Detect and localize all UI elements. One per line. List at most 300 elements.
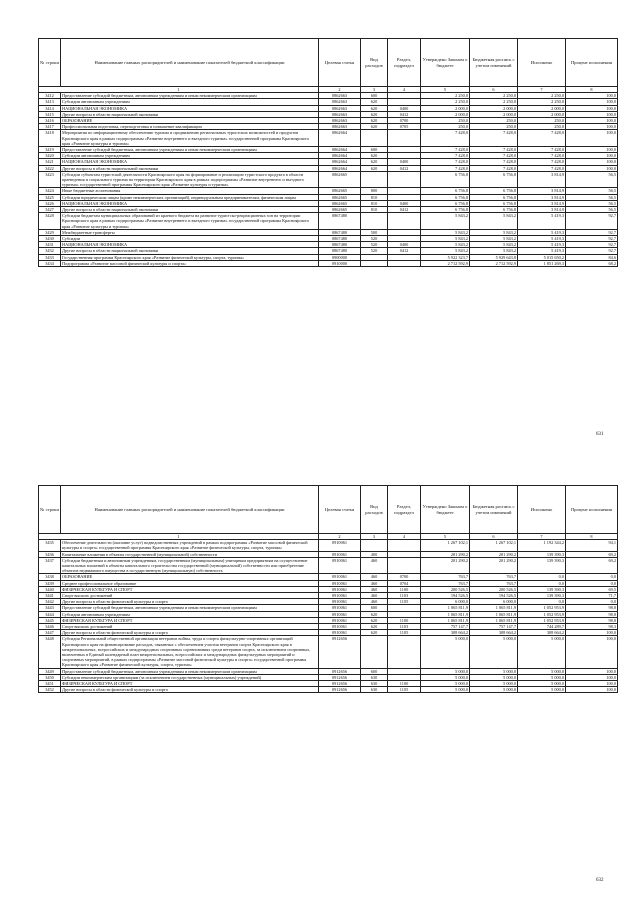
row-approved: 6 756,8 <box>421 200 470 206</box>
row-budget-list: 5 929 643,8 <box>470 254 518 260</box>
row-percent: 68,2 <box>566 260 618 266</box>
row-executed: 308 664,2 <box>518 630 566 636</box>
row-target-article: 0912656 <box>319 636 361 668</box>
row-section <box>388 130 421 147</box>
row-executed: 139 390,3 <box>518 557 566 574</box>
row-expense-kind: 520 <box>361 236 388 242</box>
row-number: 3427 <box>39 207 61 213</box>
table-body <box>39 93 618 267</box>
row-budget-list: 6 756,8 <box>470 207 518 213</box>
row-expense-kind: 630 <box>361 687 388 693</box>
row-percent: 0,0 <box>566 599 618 605</box>
row-section <box>388 636 421 668</box>
row-section: 0412 <box>388 248 421 254</box>
row-budget-list: 1 065 811,9 <box>470 611 518 617</box>
row-number: 3420 <box>39 153 61 159</box>
row-executed: 5 015 650,2 <box>518 254 566 260</box>
row-percent: 92,7 <box>566 248 618 254</box>
row-budget-list: 6 756,8 <box>470 194 518 200</box>
row-budget-list: 5 000,0 <box>470 681 518 687</box>
header-expense-kind: Вид расходов <box>361 486 388 534</box>
row-approved: 5 000,0 <box>421 681 470 687</box>
row-number: 3438 <box>39 574 61 580</box>
row-budget-list: 6 756,8 <box>470 200 518 206</box>
row-expense-kind: 620 <box>361 611 388 617</box>
row-target-article: 0912656 <box>319 687 361 693</box>
row-budget-list: 5 000,0 <box>470 668 518 674</box>
row-target-article: 0910061 <box>319 586 361 592</box>
row-expense-kind: 460 <box>361 599 388 605</box>
row-budget-list: 7 428,0 <box>470 165 518 171</box>
row-number: 3433 <box>39 254 61 260</box>
row-executed: 5 419,3 <box>518 229 566 235</box>
row-name: Предоставление субсидий бюджетным, автономным учреждениям и иным некоммерческим организациям <box>61 668 319 674</box>
row-expense-kind: 810 <box>361 207 388 213</box>
row-expense-kind: 460 <box>361 580 388 586</box>
row-section: 0705 <box>388 124 421 130</box>
row-expense-kind <box>361 213 388 230</box>
row-executed: 2 250,0 <box>518 99 566 105</box>
row-approved: 2 000,0 <box>421 111 470 117</box>
row-percent: 69,5 <box>566 586 618 592</box>
row-percent: 56,5 <box>566 200 618 206</box>
row-expense-kind <box>361 540 388 551</box>
row-approved: 7 428,0 <box>421 130 470 147</box>
row-percent: 100,0 <box>566 111 618 117</box>
row-name: Другие вопросы в области физической культуры и спорта <box>61 630 319 636</box>
row-name: Обеспечение деятельности (оказание услуг) подведомственных учреждений в рамках подпрограммы «Развитие массовой физической культуры и спорта» государственной программы Красноярского края «Развитие физической культуры, спорта, туризма» <box>61 540 319 551</box>
row-executed: 2 250,0 <box>518 93 566 99</box>
row-budget-list: 757 147,7 <box>470 624 518 630</box>
row-name: Субсидии субъектам туристской деятельности Красноярского края на формирование и реализацию туристского продукта в области краеведения и социального туризма на территории Красноярского края в рамках подпрограммы «Развитие внутреннего и въездного туризма» государственной программы Красноярского края «Развитие культуры и туризма» <box>61 171 319 188</box>
row-percent: 98,3 <box>566 624 618 630</box>
row-executed: 3 814,9 <box>518 207 566 213</box>
row-approved: 1 267 102,1 <box>421 540 470 551</box>
row-percent: 84,6 <box>566 254 618 260</box>
row-percent: 100,0 <box>566 636 618 668</box>
row-percent: 98,8 <box>566 605 618 611</box>
row-target-article: 0910061 <box>319 605 361 611</box>
row-expense-kind: 520 <box>361 242 388 248</box>
row-expense-kind: 620 <box>361 153 388 159</box>
row-name: Субсидии автономным учреждениям <box>61 611 319 617</box>
row-budget-list: 5 000,0 <box>470 636 518 668</box>
table-row <box>39 636 618 668</box>
row-expense-kind <box>361 260 388 266</box>
row-target-article: 0910061 <box>319 611 361 617</box>
row-executed: 3 814,9 <box>518 200 566 206</box>
row-budget-list: 2 250,0 <box>470 93 518 99</box>
row-section <box>388 171 421 188</box>
row-executed: 7 428,0 <box>518 147 566 153</box>
row-name: Предоставление субсидий бюджетным, автономным учреждениям и иным некоммерческим организациям <box>61 147 319 153</box>
row-target-article: 0910061 <box>319 551 361 557</box>
row-percent: 56,5 <box>566 171 618 188</box>
row-target-article: 0867480 <box>319 236 361 242</box>
row-target-article: 0910061 <box>319 580 361 586</box>
row-budget-list: 6 756,8 <box>470 188 518 194</box>
row-target-article: 0910061 <box>319 540 361 551</box>
row-target-article: 0862665 <box>319 200 361 206</box>
row-budget-list: 1 267 102,1 <box>470 540 518 551</box>
row-name: Другие вопросы в области национальной экономики <box>61 207 319 213</box>
row-name: Субсидии некоммерческим организациям (за исключением государственных (муниципальных) учреждений) <box>61 674 319 680</box>
row-name: Субсидии автономным учреждениям <box>61 153 319 159</box>
header-target-article: Целевая статья <box>319 486 361 534</box>
row-name: Профессиональная подготовка, переподготовка и повышение квалификации <box>61 124 319 130</box>
row-percent: 92,7 <box>566 229 618 235</box>
row-section: 1105 <box>388 687 421 693</box>
page-number: 631 <box>596 432 604 437</box>
row-name: НАЦИОНАЛЬНАЯ ЭКОНОМИКА <box>61 159 319 165</box>
row-executed: 3 814,9 <box>518 194 566 200</box>
row-percent: 100,0 <box>566 165 618 171</box>
row-section: 1100 <box>388 586 421 592</box>
row-name: Предоставление субсидий бюджетным, автономным учреждениям и иным некоммерческим организациям <box>61 93 319 99</box>
row-target-article: 0862663 <box>319 99 361 105</box>
row-approved: 201 290,2 <box>421 551 470 557</box>
row-number: 3436 <box>39 551 61 557</box>
row-executed: 250,0 <box>518 118 566 124</box>
row-section <box>388 557 421 574</box>
row-executed: 139 390,3 <box>518 551 566 557</box>
row-section: 0400 <box>388 200 421 206</box>
row-target-article: 0867480 <box>319 242 361 248</box>
row-executed: 7 428,0 <box>518 165 566 171</box>
row-number: 3415 <box>39 111 61 117</box>
row-executed: 744 289,7 <box>518 624 566 630</box>
row-budget-list: 7 428,0 <box>470 159 518 165</box>
row-number: 3430 <box>39 236 61 242</box>
row-budget-list: 5 000,0 <box>470 674 518 680</box>
row-expense-kind: 630 <box>361 681 388 687</box>
row-approved: 5 843,2 <box>421 213 470 230</box>
row-expense-kind: 460 <box>361 593 388 599</box>
row-executed: 3 814,9 <box>518 188 566 194</box>
row-number: 3439 <box>39 580 61 586</box>
row-percent: 100,0 <box>566 93 618 99</box>
row-name: Субсидии бюджетным и автономным учреждениям, государственным (муниципальным) унитарным предприятиям на осуществление капитальных вложений в объекты капитального строительства государственной (муниципальной) собственности или приобретение объектов недвижимого имущества в государственную (муниципальную) собственность <box>61 557 319 574</box>
table-row <box>39 213 618 230</box>
row-percent: 92,7 <box>566 213 618 230</box>
row-number: 3435 <box>39 540 61 551</box>
row-name: Субсидии автономным учреждениям <box>61 99 319 105</box>
row-expense-kind: 620 <box>361 99 388 105</box>
row-target-article: 0862665 <box>319 171 361 188</box>
row-budget-list: 5 000,0 <box>470 687 518 693</box>
row-approved: 5 000,0 <box>421 687 470 693</box>
row-percent: 56,5 <box>566 194 618 200</box>
row-expense-kind: 810 <box>361 200 388 206</box>
row-percent: 100,0 <box>566 147 618 153</box>
row-approved: 7 428,0 <box>421 147 470 153</box>
row-expense-kind: 600 <box>361 147 388 153</box>
row-percent: 94,1 <box>566 540 618 551</box>
row-section: 1103 <box>388 624 421 630</box>
row-name: Государственная программа Красноярского края «Развитие физической культуры, спорта, туризма» <box>61 254 319 260</box>
row-number: 3440 <box>39 586 61 592</box>
row-target-article: 0862663 <box>319 118 361 124</box>
row-approved: 5 843,2 <box>421 229 470 235</box>
row-number: 3432 <box>39 248 61 254</box>
row-number: 3417 <box>39 124 61 130</box>
row-section <box>388 540 421 551</box>
row-name: НАЦИОНАЛЬНАЯ ЭКОНОМИКА <box>61 242 319 248</box>
row-approved: 5 843,2 <box>421 236 470 242</box>
row-budget-list: 7 428,0 <box>470 147 518 153</box>
header-target-article: Целевая статья <box>319 39 361 87</box>
header-executed: Исполнено <box>518 486 566 534</box>
row-number: 3425 <box>39 194 61 200</box>
row-approved: 7 428,0 <box>421 153 470 159</box>
row-section: 0700 <box>388 574 421 580</box>
row-expense-kind: 620 <box>361 624 388 630</box>
row-expense-kind: 460 <box>361 586 388 592</box>
row-approved: 250,0 <box>421 124 470 130</box>
row-target-article: 0862665 <box>319 188 361 194</box>
table-row <box>39 130 618 147</box>
row-executed: 2 000,0 <box>518 105 566 111</box>
row-budget-list: 7 428,0 <box>470 153 518 159</box>
row-approved: 763,7 <box>421 574 470 580</box>
table-row <box>39 260 618 266</box>
row-number: 3423 <box>39 171 61 188</box>
row-name: НАЦИОНАЛЬНАЯ ЭКОНОМИКА <box>61 200 319 206</box>
row-section: 0400 <box>388 159 421 165</box>
header-percent: Процент исполнения <box>566 486 618 534</box>
row-number: 3447 <box>39 630 61 636</box>
row-approved: 763,7 <box>421 580 470 586</box>
table-row <box>39 687 618 693</box>
row-expense-kind: 620 <box>361 105 388 111</box>
row-number: 3412 <box>39 93 61 99</box>
row-expense-kind: 520 <box>361 248 388 254</box>
row-executed: 1 192 344,2 <box>518 540 566 551</box>
row-approved: 200 526,5 <box>421 586 470 592</box>
row-number: 3448 <box>39 636 61 668</box>
row-percent: 100,0 <box>566 124 618 130</box>
row-name: Среднее профессиональное образование <box>61 580 319 586</box>
row-executed: 1 052 953,9 <box>518 617 566 623</box>
row-budget-list: 2 000,0 <box>470 111 518 117</box>
header-approved: Утверждено Законом о бюджете <box>421 486 470 534</box>
row-target-article: 0910061 <box>319 557 361 574</box>
row-budget-list: 5 843,2 <box>470 248 518 254</box>
row-approved: 250,0 <box>421 118 470 124</box>
row-expense-kind: 620 <box>361 165 388 171</box>
row-budget-list: 308 664,2 <box>470 630 518 636</box>
row-percent: 100,0 <box>566 99 618 105</box>
row-percent: 69,2 <box>566 551 618 557</box>
row-budget-list: 763,7 <box>470 580 518 586</box>
row-expense-kind: 620 <box>361 124 388 130</box>
row-executed: 5 000,0 <box>518 681 566 687</box>
row-number: 3421 <box>39 159 61 165</box>
row-budget-list: 5 843,2 <box>470 229 518 235</box>
row-name: Другие вопросы в области национальной экономики <box>61 111 319 117</box>
row-section: 0700 <box>388 118 421 124</box>
row-name: ОБРАЗОВАНИЕ <box>61 118 319 124</box>
row-budget-list: 1 065 811,9 <box>470 617 518 623</box>
row-approved: 2 000,0 <box>421 105 470 111</box>
row-budget-list: 194 526,5 <box>470 593 518 599</box>
row-name: Субсидии юридическим лицам (кроме некоммерческих организаций), индивидуальным предпринимателям, физическим лицам <box>61 194 319 200</box>
row-name: Субсидии <box>61 236 319 242</box>
row-approved: 5 922 323,7 <box>421 254 470 260</box>
row-section: 1103 <box>388 593 421 599</box>
header-row-number: № строки <box>39 486 61 534</box>
row-executed: 0,0 <box>518 599 566 605</box>
row-section: 1100 <box>388 617 421 623</box>
row-budget-list: 250,0 <box>470 118 518 124</box>
row-approved: 6 756,8 <box>421 207 470 213</box>
row-budget-list: 1 065 811,9 <box>470 605 518 611</box>
row-executed: 1 851 269,3 <box>518 260 566 266</box>
row-number: 3413 <box>39 99 61 105</box>
header-approved: Утверждено Законом о бюджете <box>421 39 470 87</box>
row-name: Субсидия Региональной общественной организации ветеранов войны, труда и спорта физкультурно-спортивных организаций Красноярского края на финансирование расходов, связанных с обеспечением участия ветеранов спорта Красноярского края в межрегиональных, всероссийских и международных спортивных соревнованиях среди ветеранов спорта, за исключением спортивных, включенных в Единый календарный план межрегиональных, всероссийских и международных физкультурных мероприятий и спортивных мероприятий, в рамках подпрограммы «Развитие массовой физической культуры и спорта» государственной программы Красноярского края «Развитие физической культуры, спорта, туризма» <box>61 636 319 668</box>
row-expense-kind: 800 <box>361 188 388 194</box>
row-approved: 1 065 811,9 <box>421 605 470 611</box>
row-number: 3416 <box>39 118 61 124</box>
budget-table-page-632 <box>38 485 618 693</box>
row-budget-list: 201 290,2 <box>470 551 518 557</box>
row-executed: 5 419,3 <box>518 236 566 242</box>
row-target-article: 0867480 <box>319 248 361 254</box>
row-number: 3428 <box>39 213 61 230</box>
table-row <box>39 540 618 551</box>
row-approved: 5 843,2 <box>421 248 470 254</box>
row-target-article: 0862663 <box>319 124 361 130</box>
row-name: ФИЗИЧЕСКАЯ КУЛЬТУРА И СПОРТ <box>61 617 319 623</box>
row-approved: 201 290,2 <box>421 557 470 574</box>
row-name: Предоставление субсидий бюджетным, автономным учреждениям и иным некоммерческим организациям <box>61 605 319 611</box>
row-approved: 6 756,8 <box>421 171 470 188</box>
row-name: Субсидии бюджетам муниципальных образований из краевого бюджета на развитие туристско-рекреационных зон на территории Красноярского края в рамках подпрограммы «Развитие внутреннего и въездного туризма» государственной программы Красноярского края «Развитие культуры и туризма» <box>61 213 319 230</box>
row-executed: 5 000,0 <box>518 674 566 680</box>
row-expense-kind: 630 <box>361 674 388 680</box>
row-number: 3424 <box>39 188 61 194</box>
row-target-article: 0862664 <box>319 159 361 165</box>
row-number: 3451 <box>39 681 61 687</box>
row-target-article: 0910000 <box>319 260 361 266</box>
row-percent: 92,7 <box>566 236 618 242</box>
row-number: 3434 <box>39 260 61 266</box>
row-percent: 100,0 <box>566 630 618 636</box>
row-section: 1105 <box>388 630 421 636</box>
row-target-article: 0862664 <box>319 130 361 147</box>
row-approved: 2 712 592,9 <box>421 260 470 266</box>
row-target-article: 0862663 <box>319 111 361 117</box>
row-percent: 56,5 <box>566 188 618 194</box>
row-budget-list: 201 290,2 <box>470 557 518 574</box>
row-executed: 0,0 <box>518 580 566 586</box>
row-executed: 5 000,0 <box>518 687 566 693</box>
row-section: 0400 <box>388 105 421 111</box>
row-section: 0704 <box>388 580 421 586</box>
table-body <box>39 540 618 693</box>
row-target-article: 0910061 <box>319 617 361 623</box>
row-number: 3441 <box>39 593 61 599</box>
row-approved: 6 756,8 <box>421 188 470 194</box>
row-number: 3450 <box>39 674 61 680</box>
row-percent: 100,0 <box>566 668 618 674</box>
row-approved: 6 756,8 <box>421 194 470 200</box>
row-budget-list: 5 843,2 <box>470 236 518 242</box>
row-approved: 1 065 811,9 <box>421 611 470 617</box>
header-percent: Процент исполнения <box>566 39 618 87</box>
row-approved: 5 843,2 <box>421 242 470 248</box>
row-name: Другие вопросы в области физической культуры и спорта <box>61 687 319 693</box>
row-target-article: 0912656 <box>319 681 361 687</box>
row-executed: 139 390,3 <box>518 586 566 592</box>
row-target-article: 0910061 <box>319 593 361 599</box>
row-target-article: 0862664 <box>319 153 361 159</box>
row-expense-kind: 620 <box>361 159 388 165</box>
row-target-article: 0912656 <box>319 674 361 680</box>
row-name: Межбюджетные трансферты <box>61 229 319 235</box>
row-expense-kind <box>361 636 388 668</box>
header-expense-kind: Вид расходов <box>361 39 388 87</box>
row-budget-list: 6 000,0 <box>470 599 518 605</box>
row-approved: 5 000,0 <box>421 674 470 680</box>
row-target-article: 0910061 <box>319 599 361 605</box>
row-executed: 7 428,0 <box>518 153 566 159</box>
row-number: 3443 <box>39 605 61 611</box>
row-budget-list: 763,7 <box>470 574 518 580</box>
row-expense-kind <box>361 130 388 147</box>
row-approved: 308 664,2 <box>421 630 470 636</box>
row-name: Спорт высших достижений <box>61 624 319 630</box>
row-target-article: 0867480 <box>319 229 361 235</box>
row-name: ФИЗИЧЕСКАЯ КУЛЬТУРА И СПОРТ <box>61 586 319 592</box>
row-expense-kind: 400 <box>361 551 388 557</box>
row-percent: 69,2 <box>566 557 618 574</box>
header-executed: Исполнено <box>518 39 566 87</box>
row-approved: 5 000,0 <box>421 668 470 674</box>
row-number: 3414 <box>39 105 61 111</box>
row-executed: 5 419,3 <box>518 248 566 254</box>
row-name: Спорт высших достижений <box>61 593 319 599</box>
row-executed: 5 000,0 <box>518 636 566 668</box>
row-number: 3418 <box>39 130 61 147</box>
column-index-row: 1 2 3 4 5 6 7 8 <box>39 87 618 93</box>
row-expense-kind: 620 <box>361 630 388 636</box>
page-631 <box>38 38 617 267</box>
row-section: 0412 <box>388 165 421 171</box>
row-approved: 2 250,0 <box>421 93 470 99</box>
row-target-article: 0910061 <box>319 574 361 580</box>
row-target-article: 0900000 <box>319 254 361 260</box>
header-section: Раздел, подраздел <box>388 486 421 534</box>
row-name: Подпрограмма «Развитие массовой физической культуры и спорта» <box>61 260 319 266</box>
row-number: 3422 <box>39 165 61 171</box>
row-target-article: 0912656 <box>319 668 361 674</box>
row-name: Капитальные вложения в объекты государственной (муниципальной) собственности <box>61 551 319 557</box>
row-section: 1100 <box>388 681 421 687</box>
row-percent: 100,0 <box>566 687 618 693</box>
table-row <box>39 557 618 574</box>
row-approved: 1 065 811,9 <box>421 617 470 623</box>
row-executed: 0,0 <box>518 574 566 580</box>
header-name: Наименование главных распорядителей и наименование показателей бюджетной классификации <box>61 39 319 87</box>
row-section <box>388 260 421 266</box>
budget-table-page-631 <box>38 38 618 267</box>
row-expense-kind: 620 <box>361 111 388 117</box>
row-section: 0400 <box>388 242 421 248</box>
row-percent: 100,0 <box>566 153 618 159</box>
row-executed: 1 052 953,9 <box>518 605 566 611</box>
